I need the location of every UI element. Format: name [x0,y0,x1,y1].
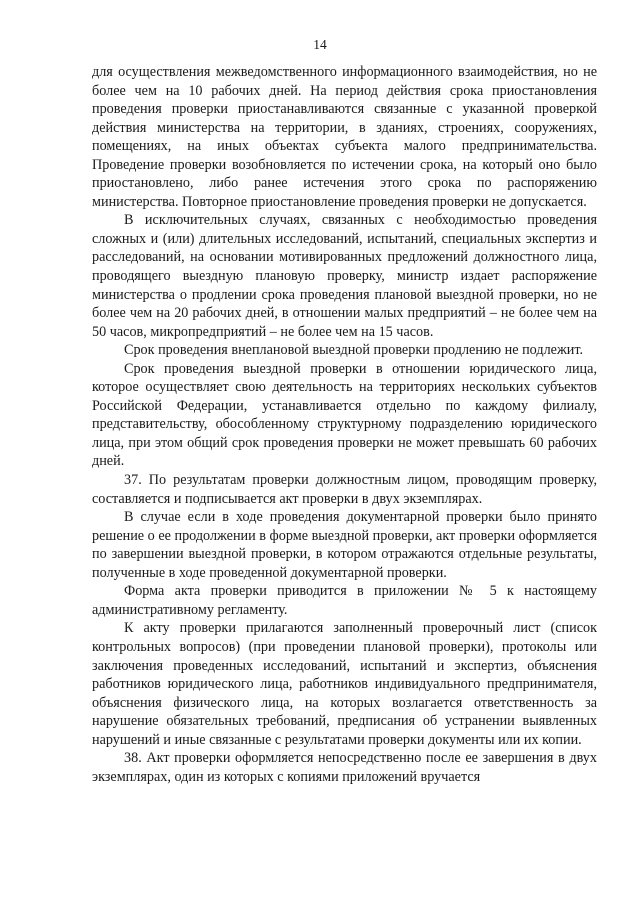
page-number: 14 [313,37,327,52]
paragraph-act-form: Форма акта проверки приводится в приложении № 5 к настоящему административному регламенту. [92,583,597,618]
paragraph-documentary-continuation: В случае если в ходе проведения документарной проверки было принято решение о ее продолжении в форме выездной проверки, акт проверки оформляется по завершении выездной проверки, в котором отражаются отдельные результаты, полученные в ходе проведенной документарной проверки. [92,509,597,581]
paragraph-multi-region-term: Срок проведения выездной проверки в отношении юридического лица, которое осуществляет свою деятельность на территориях нескольких субъектов Российской Федерации, устанавливается отдельно по каждому филиалу, представительству, обособленному структурному подразделению юридического лица, при этом общий срок проведения проверки не может превышать 60 рабочих дней. [92,360,597,470]
paragraph-continued: для осуществления межведомственного информационного взаимодействия, но не более чем на 10 рабочих дней. На период действия срока приостановления проведения проверки приостанавливаются связанные с указанной проверкой действия министерства на территории, в зданиях, строениях, сооружениях, помещениях, на иных объектах субъекта малого предпринимательства. Проведение проверки возобновляется по истечении срока, на который оно было приостановлено, либо ранее истечения этого срока по распоряжению министерства. Повторное приостановление проведения проверки не допускается. [92,64,597,210]
paragraph-item-38: 38. Акт проверки оформляется непосредственно после ее завершения в двух экземплярах, один из которых с копиями приложений вручается [92,750,597,785]
paragraph-unscheduled-no-extension: Срок проведения внеплановой выездной проверки продлению не подлежит. [124,342,584,359]
paragraph-act-attachments: К акту проверки прилагаются заполненный проверочный лист (список контрольных вопросов) (при проведении плановой проверки), протоколы или заключения проведенных исследований, испытаний и экспертиз, объяснения работников юридического лица, работников индивидуального предпринимателя, объяснения физического лица, на которых возлагается ответственность за нарушение обязательных требований, предписания об устранении выявленных нарушений и иные связанные с результатами проверки документы или их копии. [92,620,597,748]
document-body [92,63,597,786]
paragraph-extension-exceptional-cases: В исключительных случаях, связанных с необходимостью проведения сложных и (или) длительных исследований, испытаний, специальных экспертиз и расследований, на основании мотивированных предложений должностного лица, проводящего выездную плановую проверку, министр издает распоряжение министерства о продлении срока проведения плановой выездной проверки, но не более чем на 20 рабочих дней, в отношении малых предприятий – не более чем на 50 часов, микропредприятий – не более чем на 15 часов. [92,212,597,340]
paragraph-item-37: 37. По результатам проверки должностным лицом, проводящим проверку, составляется и подписывается акт проверки в двух экземплярах. [92,472,597,507]
